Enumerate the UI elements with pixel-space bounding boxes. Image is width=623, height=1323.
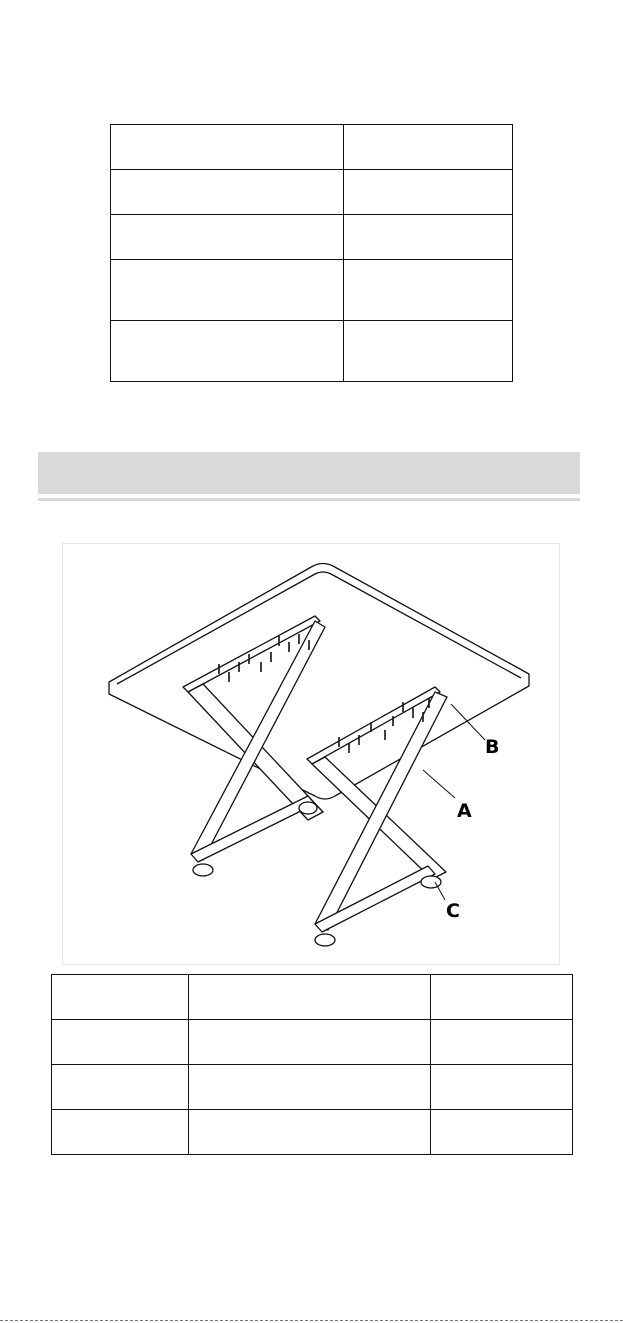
parts-cell <box>189 1065 431 1110</box>
parts-cell <box>52 975 189 1020</box>
page-bottom-rule <box>0 1320 623 1321</box>
parts-cell <box>431 975 573 1020</box>
spec-cell <box>111 215 344 260</box>
parts-cell <box>52 1110 189 1155</box>
foot <box>421 876 441 888</box>
parts-cell <box>189 1020 431 1065</box>
parts-cell <box>431 1065 573 1110</box>
foot <box>315 934 335 946</box>
spec-cell <box>344 215 513 260</box>
spec-row <box>111 170 513 215</box>
spec-cell <box>111 321 344 382</box>
callout-a: A <box>457 800 472 822</box>
spec-row <box>111 215 513 260</box>
spec-cell <box>344 170 513 215</box>
spec-cell <box>344 260 513 321</box>
spec-row <box>111 321 513 382</box>
section-divider <box>38 498 580 501</box>
spec-cell <box>111 260 344 321</box>
parts-cell <box>189 975 431 1020</box>
parts-row <box>52 1110 573 1155</box>
parts-row <box>52 1065 573 1110</box>
section-header <box>38 452 580 494</box>
callout-c: C <box>446 900 460 922</box>
parts-cell <box>431 1020 573 1065</box>
assembly-illustration <box>62 543 560 965</box>
foot <box>299 802 317 814</box>
spec-row <box>111 125 513 170</box>
parts-cell <box>431 1110 573 1155</box>
foot <box>193 864 213 876</box>
parts-cell <box>52 1065 189 1110</box>
spec-cell <box>344 125 513 170</box>
spec-table <box>110 124 513 382</box>
spec-cell <box>111 125 344 170</box>
spec-cell <box>344 321 513 382</box>
parts-table <box>51 974 573 1155</box>
parts-row <box>52 1020 573 1065</box>
parts-cell <box>52 1020 189 1065</box>
parts-row <box>52 975 573 1020</box>
table-leg-diagram <box>63 544 559 964</box>
parts-cell <box>189 1110 431 1155</box>
callout-b: B <box>485 736 500 758</box>
spec-row <box>111 260 513 321</box>
spec-cell <box>111 170 344 215</box>
